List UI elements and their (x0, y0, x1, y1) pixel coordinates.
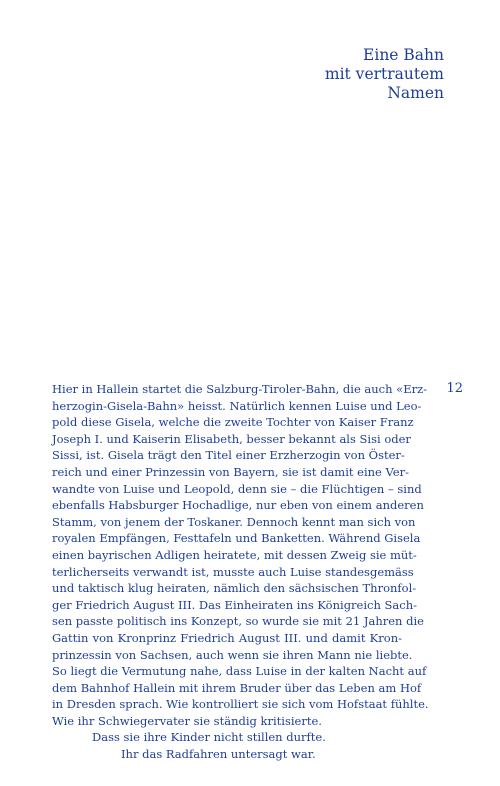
text-line: pold diese Gisela, welche die zweite Tochter von Kaiser Franz (52, 415, 414, 430)
text-line: einen bayrischen Adligen heiratete, mit dessen Zweig sie müt- (52, 547, 417, 562)
text-line: Gattin von Kronprinz Friedrich August III. und damit Kron- (52, 630, 402, 645)
chapter-title (244, 46, 444, 103)
text-line: Stamm, von jenem der Toskaner. Dennoch kennt man sich von (52, 514, 416, 529)
text-line: Ihr das Radfahren untersagt war. (121, 747, 316, 762)
text-line: Sissi, ist. Gisela trägt den Titel einer Erzherzogin von Öster- (52, 448, 405, 463)
text-line: Dass sie ihre Kinder nicht stillen durfte. (92, 730, 326, 745)
text-line: ger Friedrich August III. Das Einheiraten ins Königreich Sach- (52, 597, 418, 612)
chapter-title-line: Namen (387, 84, 444, 102)
text-line: sen passte politisch ins Konzept, so wurde sie mit 21 Jahren die (52, 614, 424, 629)
text-line: wandte von Luise und Leopold, denn sie – die Flüchtigen – sind (52, 481, 422, 496)
body-paragraph (52, 381, 429, 763)
text-line: herzogin-Gisela-Bahn» heisst. Natürlich kennen Luise und Leo- (52, 398, 422, 413)
text-line: und taktisch klug heiraten, nämlich den sächsischen Thronfol- (52, 581, 417, 596)
page-number: 12 (446, 381, 463, 396)
text-line: So liegt die Vermutung nahe, dass Luise in der kalten Nacht auf (52, 664, 427, 679)
text-line: in Dresden sprach. Wie kontrolliert sie sich vom Hofstaat fühlte. (52, 697, 429, 712)
text-line: Wie ihr Schwiegervater sie ständig kritisierte. (52, 713, 322, 728)
text-line: terlicherseits verwandt ist, musste auch Luise standesgemäss (52, 564, 414, 579)
text-line: Hier in Hallein startet die Salzburg-Tiroler-Bahn, die auch «Erz- (52, 382, 428, 396)
text-line: Joseph I. und Kaiserin Elisabeth, besser bekannt als Sisi oder (52, 431, 411, 446)
chapter-title-line: mit vertrautem (324, 65, 444, 83)
text-line: prinzessin von Sachsen, auch wenn sie ihren Mann nie liebte. (52, 647, 413, 662)
text-line: reich und einer Prinzessin von Bayern, sie ist damit eine Ver- (52, 464, 409, 479)
text-line: dem Bahnhof Hallein mit ihrem Bruder über das Leben am Hof (52, 680, 422, 695)
chapter-title-line: Eine Bahn (363, 46, 444, 64)
text-line: royalen Empfängen, Festtafeln und Banketten. Während Gisela (52, 531, 421, 546)
text-line: ebenfalls Habsburger Hochadlige, nur eben von einem anderen (52, 498, 424, 513)
